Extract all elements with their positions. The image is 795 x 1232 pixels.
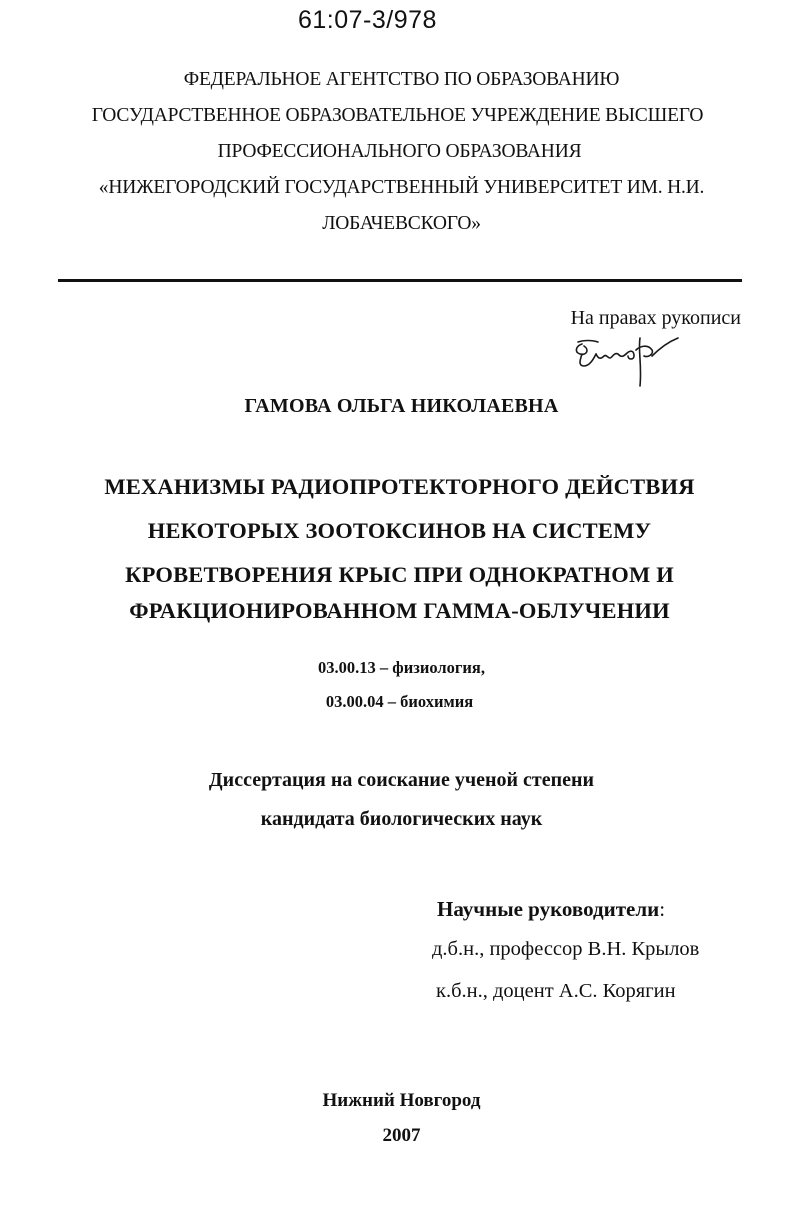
author-name: ГАМОВА ОЛЬГА НИКОЛАЕВНА (244, 395, 559, 417)
publication-year: 2007 (382, 1125, 421, 1146)
dissertation-title-line: КРОВЕТВОРЕНИЯ КРЫС ПРИ ОДНОКРАТНОМ И (125, 562, 674, 587)
header-divider (58, 279, 742, 282)
organization-line-university: «НИЖЕГОРОДСКИЙ ГОСУДАРСТВЕННЫЙ УНИВЕРСИТЕТ ИМ. Н.И. (98, 177, 705, 198)
supervisors-heading-label: Научные руководители (437, 897, 660, 921)
supervisor-koryagin: к.б.н., доцент А.С. Корягин (436, 980, 676, 1002)
organization-line-institution: ГОСУДАРСТВЕННОЕ ОБРАЗОВАТЕЛЬНОЕ УЧРЕЖДЕНИЕ ВЫСШЕГО (91, 105, 704, 126)
dissertation-title-line: МЕХАНИЗМЫ РАДИОПРОТЕКТОРНОГО ДЕЙСТВИЯ (104, 474, 695, 499)
degree-statement: Диссертация на соискание ученой степени (208, 769, 595, 791)
dissertation-title-line: НЕКОТОРЫХ ЗООТОКСИНОВ НА СИСТЕМУ (147, 518, 652, 543)
handwritten-signature (568, 328, 688, 388)
degree-name: кандидата биологических наук (260, 808, 543, 830)
organization-line-professional: ПРОФЕССИОНАЛЬНОГО ОБРАЗОВАНИЯ (217, 141, 582, 162)
dissertation-title-line: ФРАКЦИОНИРОВАННОМ ГАММА-ОБЛУЧЕНИИ (129, 598, 670, 623)
organization-line-agency: ФЕДЕРАЛЬНОЕ АГЕНТСТВО ПО ОБРАЗОВАНИЮ (183, 69, 620, 90)
manuscript-rights-note: На правах рукописи (570, 307, 741, 329)
supervisors-heading-colon: : (659, 897, 666, 921)
supervisor-krylov: д.б.н., профессор В.Н. Крылов (432, 938, 700, 960)
specialty-physiology: 03.00.13 – физиология, (318, 658, 485, 677)
document-code: 61:07-3/978 (298, 6, 437, 34)
organization-line-lobachevsky: ЛОБАЧЕВСКОГО» (322, 213, 481, 234)
publication-city: Нижний Новгород (322, 1090, 481, 1111)
specialty-biochemistry: 03.00.04 – биохимия (325, 692, 474, 711)
supervisors-heading (437, 897, 665, 922)
